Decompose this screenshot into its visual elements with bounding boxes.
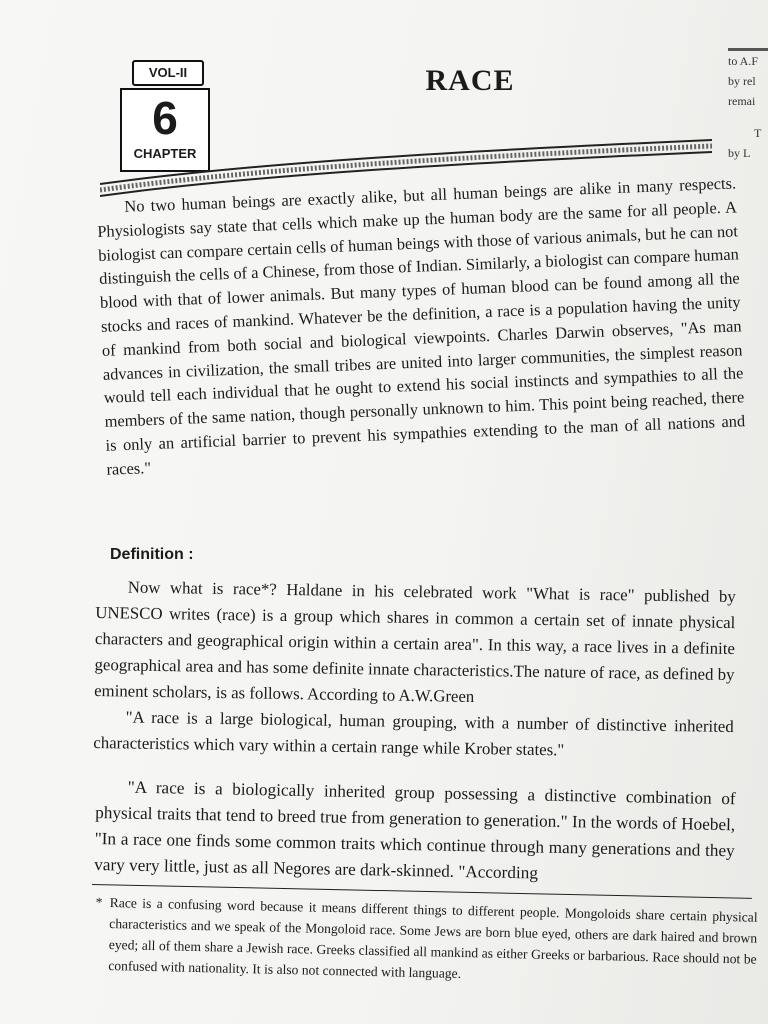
footnote-marker: *: [95, 894, 103, 910]
definition-block: [93, 574, 736, 766]
green-quote: "A race is a large biological, human grouping, with a number of distinctive inherited characteristics which vary within a certain range while Krober states.": [93, 707, 734, 760]
side-line: remai: [728, 94, 756, 108]
definition-heading: Definition :: [110, 546, 194, 563]
side-line: T: [754, 126, 762, 140]
side-line: to A.F: [728, 54, 759, 68]
volume-badge: VOL-II: [132, 60, 204, 86]
side-line: by rel: [728, 74, 756, 88]
adjacent-page-fragment: [728, 48, 768, 191]
intro-paragraph-block: [96, 171, 746, 481]
chapter-number: 6: [152, 92, 178, 144]
footnote-text: Race is a confusing word because it means different things to different people. Mongoloids share certain physical characteristics and we speak of the Mongoloid race. Some Jews are born blue eyed, others are dark haired and brown eyed; all of them share a Jewish race. Greeks classified all mankind as either Greeks or barbarious. Race should not be confused with nationality. It is also not connected with language.: [108, 894, 758, 981]
footnote-block: [95, 892, 758, 991]
chapter-label: CHAPTER: [133, 146, 197, 161]
intro-paragraph: No two human beings are exactly alike, but all human beings are alike in many respects. Physiologists say state that cells which make up the human body are the same for all people. A biologist can compare certain cells of human beings with those of various animals, but he can not distinguish the cells of a Chinese, from those of Indian. Similarly, a biologist can compare human blood with that of lower animals. But many types of human blood can be found among all the stocks and races of mankind. Whatever be the definition, a race is a population having the unity of mankind from both social and biological viewpoints. Charles Darwin observes, "As man advances in civilization, the small tribes are united into larger communities, the simplest reason would tell each individual that he ought to extend his social instincts and sympathies to all the members of the same nation, though personally unknown to him. This point being reached, there is only an artificial barrier to prevent his sympathies extending to the man of all nations and races.": [96, 173, 746, 479]
chapter-title: RACE: [425, 64, 515, 97]
definition-paragraph: Now what is race*? Haldane in his celebrated work "What is race" published by UNESCO writes (race) is a group which shares in common a certain set of innate physical characters and geographical origin within a certain area". In this way, a race lives in a definite geographical area and has some definite innate characteristics.The nature of race, as defined by eminent scholars, is as follows. According to A.W.Green: [94, 577, 736, 706]
krober-paragraph: "A race is a biologically inherited group possessing a distinctive combination of physical traits that tend to breed true from generation to generation." In the words of Hoebel, "In a race one finds some common traits which continue through many generations and they vary very little, just as all Negores are dark-skinned. "According: [94, 777, 736, 883]
side-line: by L: [728, 146, 751, 160]
krober-block: [94, 774, 736, 890]
